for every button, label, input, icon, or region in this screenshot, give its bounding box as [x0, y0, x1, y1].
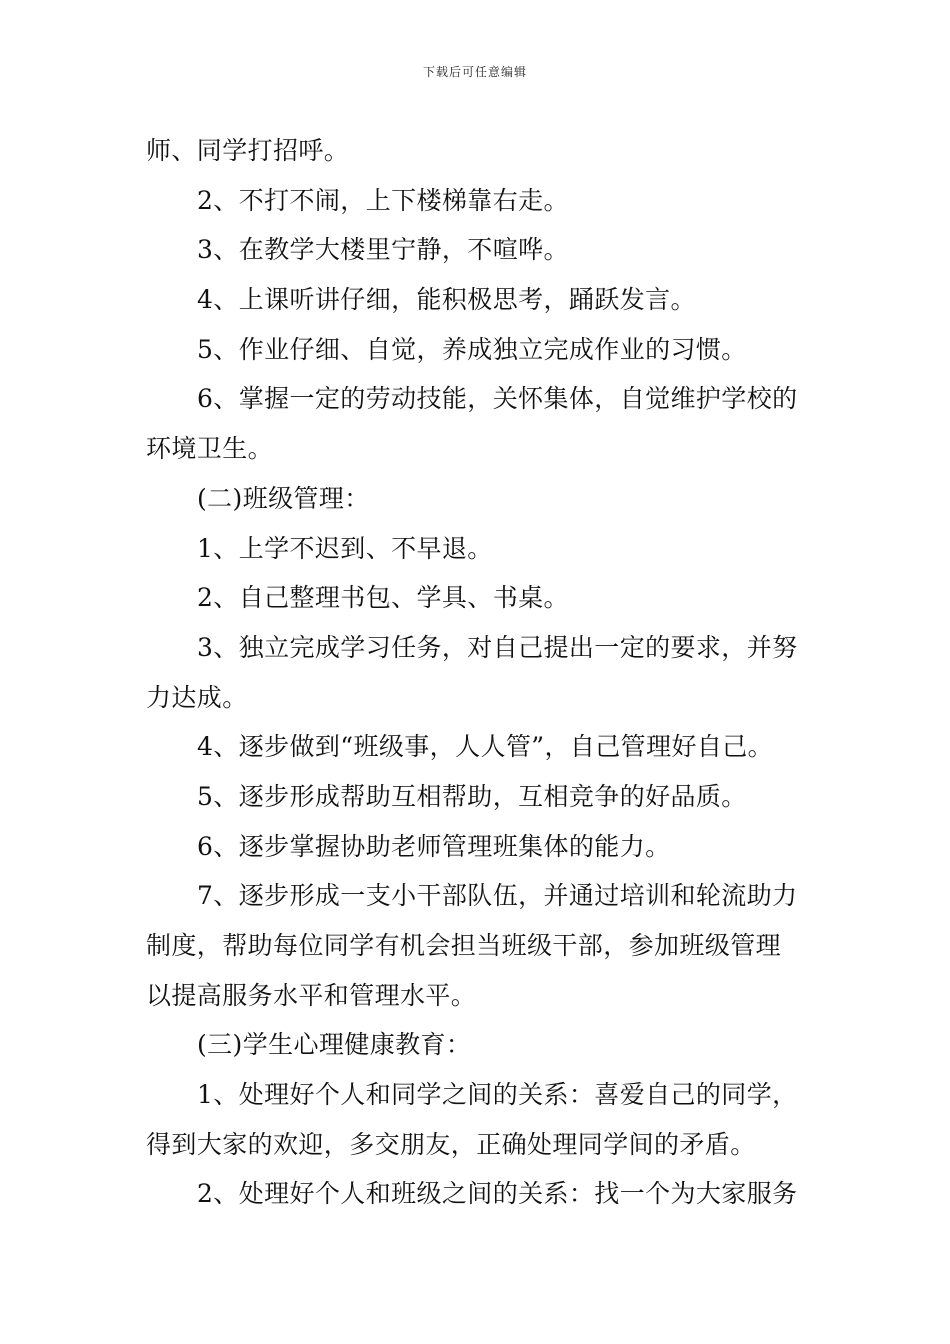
- text-line: 3、独立完成学习任务，对自己提出一定的要求，并努: [197, 632, 798, 662]
- text-line: 5、逐步形成帮助互相帮助，互相竞争的好品质。: [197, 781, 747, 811]
- text-line: 6、掌握一定的劳动技能，关怀集体，自觉维护学校的: [197, 384, 798, 414]
- text-line: 力达成。: [146, 682, 248, 712]
- text-line: 7、逐步形成一支小干部队伍，并通过培训和轮流助力: [197, 881, 798, 911]
- text-line: 师、同学打招呼。: [146, 136, 350, 165]
- text-line: 1、上学不迟到、不早退。: [197, 533, 493, 563]
- document-body: [146, 126, 810, 1219]
- text-line: 1、处理好个人和同学之间的关系：喜爱自己的同学，: [197, 1080, 798, 1110]
- text-line: 4、逐步做到“班级事，人人管”，自己管理好自己。: [197, 732, 774, 762]
- text-line: 得到大家的欢迎，多交朋友，正确处理同学间的矛盾。: [146, 1129, 756, 1159]
- text-line: 环境卫生。: [146, 434, 274, 464]
- text-line: 6、逐步掌握协助老师管理班集体的能力。: [197, 831, 671, 861]
- text-line: 制度，帮助每位同学有机会担当班级干部，参加班级管理: [146, 931, 782, 960]
- text-line: (二)班级管理：: [197, 483, 370, 513]
- page-header: 下载后可任意编辑: [422, 65, 527, 79]
- text-line: 2、自己整理书包、学具、书桌。: [197, 583, 569, 613]
- text-line: 2、处理好个人和班级之间的关系：找一个为大家服务: [197, 1179, 798, 1209]
- text-line: 4、上课听讲仔细，能积极思考，踊跃发言。: [197, 285, 696, 315]
- text-line: 5、作业仔细、自觉，养成独立完成作业的习惯。: [197, 334, 747, 364]
- text-line: 2、不打不闹，上下楼梯靠右走。: [197, 185, 569, 215]
- text-line: 3、在教学大楼里宁静，不喧哗。: [197, 235, 569, 265]
- text-line: (三)学生心理健康教育：: [197, 1030, 472, 1060]
- text-line: 以提高服务水平和管理水平。: [146, 980, 477, 1010]
